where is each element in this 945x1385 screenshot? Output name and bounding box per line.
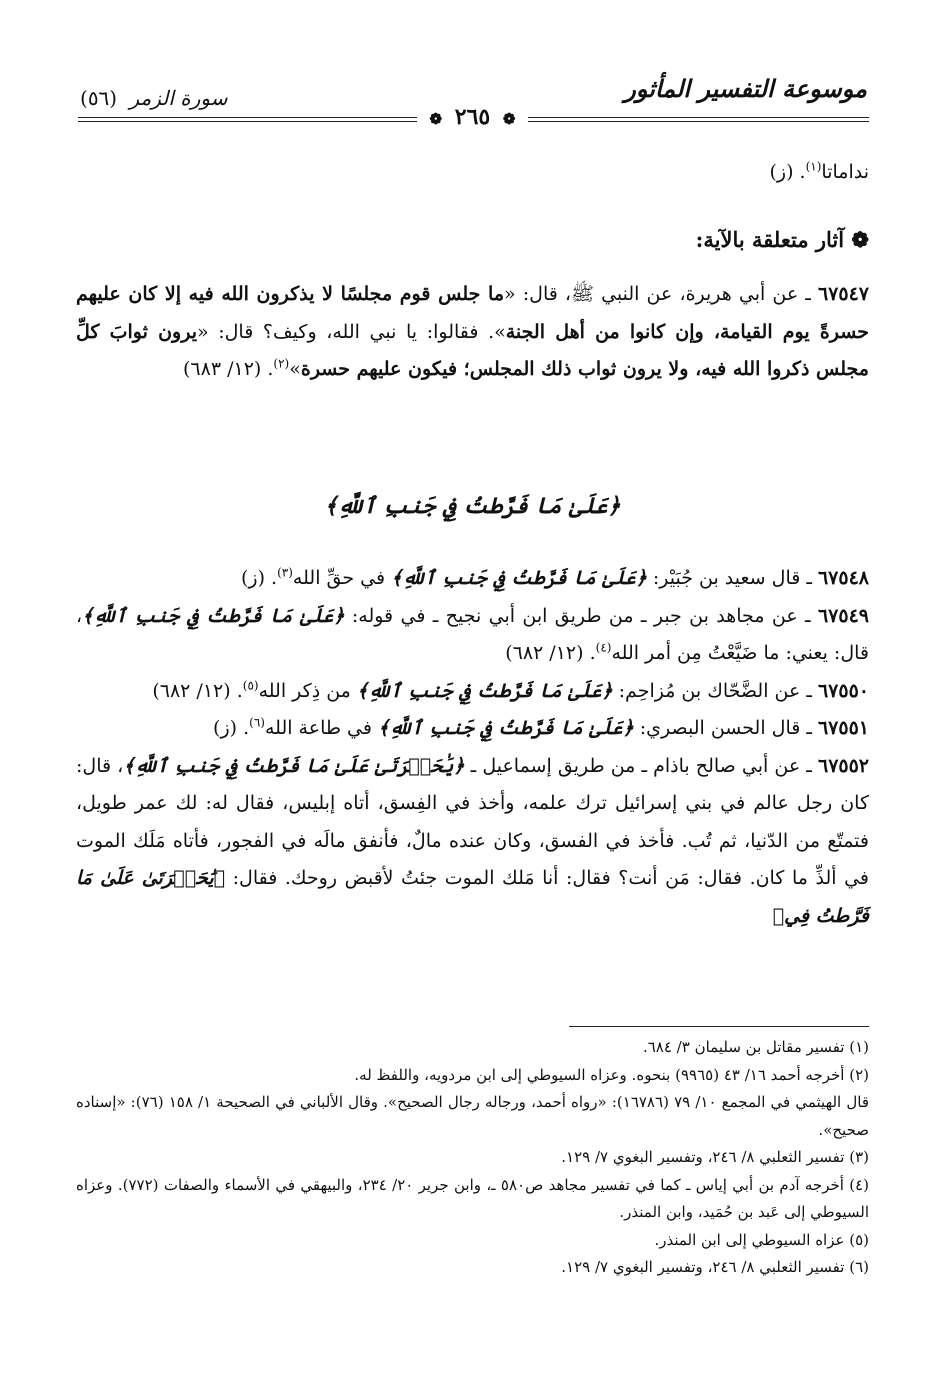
footnote: (٤) أخرجه آدم بن أبي إياس ـ كما في تفسير مجاهد ص٥٨٠ ـ، وابن جرير ٢٠/ ٢٣٤، والبيهقي في الأسماء والصفات (٧٧٢). وعزاه السيوطي إلى عَبد بن حُمَيد، وابن المنذر. [76,1175,870,1221]
narration-67548 [76,560,869,598]
footnote: (٦) تفسير الثعلبي ٨/ ٢٤٦، وتفسير البغوي ٧/ ١٢٩. [561,1258,869,1276]
footnotes [76,1034,869,1282]
footnote-ref: (٦) [249,715,265,730]
book-title: موسوعة التفسير المأثور [624,74,867,103]
ornament-icon: ❁ [429,110,443,128]
verse-quote: ﴿يَٰحَسۡرَتَىٰ عَلَىٰ مَا فَرَّطتُ فِي جَنبِ ٱللَّهِ﴾ [123,754,465,777]
narration-lead: ـ قال الحسن البصري: [633,717,818,739]
verse-quote: ﴿عَلَىٰ مَا فَرَّطتُ فِي جَنبِ ٱللَّهِ﴾ [378,717,634,739]
continuation-text: نداماتا [821,161,869,183]
narration-rest: في حقِّ الله [292,567,392,589]
footnote: (٥) عزاه السيوطي إلى ابن المنذر. [654,1230,869,1249]
narration-tail: . (١٢/ ٦٨٢) [152,679,243,702]
narration-67552 [76,748,869,936]
narration-lead: ـ عن أبي هريرة، عن النبي ﷺ، قال: « [504,283,818,305]
section-title: ❁ آثار متعلقة بالآية: [695,227,869,252]
narration-67547 [76,276,869,389]
narration-tail: . (ز) [241,567,278,589]
footnote-rule [569,1026,869,1027]
narration-67549 [76,598,869,673]
footnote-ref: (٥) [242,678,259,693]
footnote: قال الهيثمي في المجمع ١٠/ ٧٩ (١٦٧٨٦): «رواه أحمد، ورجاله رجال الصحيح». وقال الألباني في الصحيحة ١/ ١٥٨ (٧٦): «إسناده صحيح». [76,1093,870,1139]
verse-quote: ﴿يَٰحَسۡرَتَىٰ عَلَىٰ مَا فَرَّطتُ فِي﴾ [76,867,869,927]
verse-quote: ﴿عَلَىٰ مَا فَرَّطتُ فِي جَنبِ ٱللَّهِ﴾ [82,604,345,627]
footnote: (١) تفسير مقاتل بن سليمان ٣/ ٦٨٤. [642,1038,869,1056]
narration-67550 [76,673,869,711]
surah-name: سورة الزمر [129,86,228,110]
narration-tail: . (١٢/ ٦٨٢) [505,642,596,664]
narration-number: ٦٧٥٥٢ [817,754,870,777]
quote-close: » [289,358,301,380]
footnote: (٣) تفسير الثعلبي ٨/ ٢٤٦، وتفسير البغوي ٧/ ١٢٩. [561,1148,869,1166]
narration-number: ٦٧٥٥٠ [817,679,869,702]
hadith-quote: ما جلس قوم مجلسًا لا يذكرون الله فيه إلا كان عليهم حسرةً يوم القيامة، وإن كانوا من أهل الجنة [76,283,869,343]
continuation-tail: . (ز) [769,161,806,183]
continuation-line [76,154,869,192]
page-number: ٢٦٥ [454,104,491,130]
narration-number: ٦٧٥٤٩ [817,604,869,627]
ornament-icon: ❁ [502,110,516,128]
narration-lead: ـ عن أبي صالح باذام ـ من طريق إسماعيل ـ [464,754,818,777]
page-number-row [0,104,945,130]
narration-number: ٦٧٥٤٨ [817,567,869,589]
hadith-quote: يرون ثوابَ كلِّ مجلس ذكروا الله فيه، ولا يرون ثواب ذلك المجلس؛ فيكون عليهم حسرة [76,320,869,380]
verse-quote: ﴿عَلَىٰ مَا فَرَّطتُ فِي جَنبِ ٱللَّهِ﴾ [391,567,647,589]
verse-quote: ﴿عَلَىٰ مَا فَرَّطتُ فِي جَنبِ ٱللَّهِ﴾ [356,679,613,702]
footnote-ref: (٤) [595,640,612,655]
narration-mid: ». فقالوا: يا نبي الله، وكيف؟ قال: « [196,320,506,343]
narration-number: ٦٧٥٤٧ [817,283,869,305]
narration-tail: . (ز) [213,717,250,739]
narration-number: ٦٧٥٥١ [817,717,869,739]
narration-lead: ـ قال سعيد بن جُبَيْر: [646,567,818,589]
footnote-ref: (٢) [273,356,290,371]
footnote: (٢) أخرجه أحمد ١٦/ ٤٣ (٩٩٦٥) بنحوه. وعزاه السيوطي إلى ابن مردويه، واللفظ له. [354,1065,869,1084]
narration-lead: ـ عن الضَّحّاك بن مُزاحِم: [612,679,818,702]
narration-tail: . (١٢/ ٦٨٣) [182,358,274,380]
footnote-ref: (١) [805,159,822,174]
narration-rest: في طاعة الله [264,717,378,739]
surah-number: (٥٦) [80,86,118,110]
narration-lead: ـ عن مجاهد بن جبر ـ من طريق ابن أبي نجيح ـ في قوله: [344,604,818,627]
page-number-box [417,104,529,130]
verse-heading: ﴿عَلَىٰ مَا فَرَّطتُ فِي جَنبِ ٱللَّهِ﴾ [324,493,621,519]
narration-rest: ، قال: كان رجل عالم في بني إسرائيل ترك علمه، وأخذ في الفِسق، أتاه إبليس، فقال له: لك عمر طويل، فتمتّع من الدّنيا، ثم تُب. فأخذ في الفسق، وكان عنده مالٌ، فأنفق مالَه في الفجور، فأتاه مَلَك الموت في ألذِّ ما كان. فقال: مَن أنت؟ فقال: أنا مَلك الموت جئتُ لأقبض روحك. فقال: [76,754,869,889]
footnote-ref: (٣) [277,565,293,580]
narration-rest: ، قال: يعني: ما ضَيَّعْتُ مِن أمر الله [76,604,869,664]
narration-67551 [76,710,869,748]
narration-rest: من ذِكر الله [258,679,357,702]
narration-list [76,560,869,935]
